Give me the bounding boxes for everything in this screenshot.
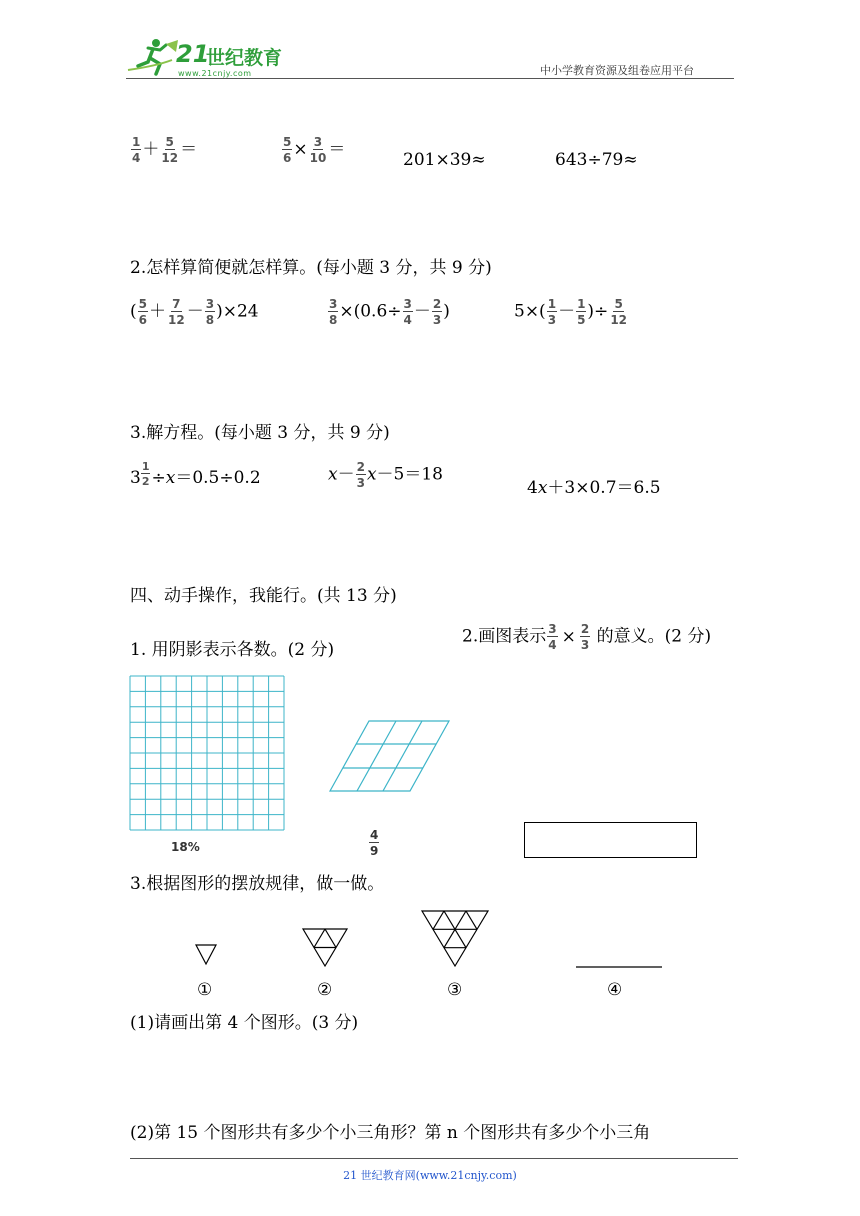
calc-expr-4: 643÷79≈ xyxy=(555,150,638,170)
sub-question-1: (1)请画出第 4 个图形。(3 分) xyxy=(130,1013,359,1033)
q2-expr-3: 5×( $\frac{1}{3}$ － $\frac{1}{5}$ )÷ $\frac{5}{12}$ xyxy=(514,297,628,327)
calc-expr-3: 201×39≈ xyxy=(403,150,486,170)
equation-3: 4x＋3×0.7＝6.5 xyxy=(527,478,661,498)
figure-label-4: ④ xyxy=(607,980,623,1000)
triangle-pattern-figures xyxy=(190,908,670,970)
q3-title: 3.解方程。(每小题 3 分，共 9 分) xyxy=(130,423,390,443)
logo-number: 21 xyxy=(176,40,210,68)
logo-url: www.21cnjy.com xyxy=(178,69,252,78)
calc-expr-2: $\frac{5}{6}$ × $\frac{3}{10}$ ＝ xyxy=(283,135,346,165)
footer-rule xyxy=(130,1158,738,1159)
calc-expr-1: $\frac{1}{4}$ ＋ $\frac{5}{12}$ ＝ xyxy=(132,135,198,165)
s4-q2-label: 2.画图表示 $\frac{3}{4}$ × $\frac{2}{3}$ 的意义。(2 分) xyxy=(462,622,712,652)
footer-text: 21 世纪教育网(www.21cnjy.com) xyxy=(343,1169,517,1182)
q2-title: 2.怎样算简便就怎样算。(每小题 3 分，共 9 分) xyxy=(130,258,492,278)
equation-1: 3 1 2 ÷x＝0.5÷0.2 xyxy=(130,460,261,488)
figure-label-3: ③ xyxy=(447,980,463,1000)
s4-q3-label: 3.根据图形的摆放规律，做一做。 xyxy=(130,874,385,894)
drawing-answer-box[interactable] xyxy=(524,822,697,858)
site-slogan: 中小学教育资源及组卷应用平台 xyxy=(540,64,694,77)
q2-expr-1: ( $\frac{5}{6}$ ＋ $\frac{7}{12}$ － $\frac{3}{8}$ )×24 xyxy=(130,297,259,327)
parallelogram-grid[interactable] xyxy=(328,718,452,794)
header-rule xyxy=(126,78,734,79)
grid-label: 18% xyxy=(171,840,200,854)
hundred-grid[interactable] xyxy=(129,675,285,831)
equation-2: x－ $\frac{2}{3}$ x－5＝18 xyxy=(328,460,443,490)
parallelogram-label: $\frac{4}{9}$ xyxy=(370,828,379,858)
s4-q1-label: 1. 用阴影表示各数。(2 分) xyxy=(130,640,335,660)
section4-title: 四、动手操作，我能行。(共 13 分) xyxy=(130,586,397,606)
figure-label-2: ② xyxy=(317,980,333,1000)
q2-expr-2: $\frac{3}{8}$ ×(0.6÷ $\frac{3}{4}$ － $\frac{2}{3}$ ) xyxy=(329,297,450,327)
logo-text: 世纪教育 xyxy=(206,47,283,69)
header-logo xyxy=(126,36,296,80)
sub-question-2: (2)第 15 个图形共有多少个小三角形？第 n 个图形共有多少个小三角 xyxy=(130,1123,651,1143)
figure-label-1: ① xyxy=(197,980,213,1000)
